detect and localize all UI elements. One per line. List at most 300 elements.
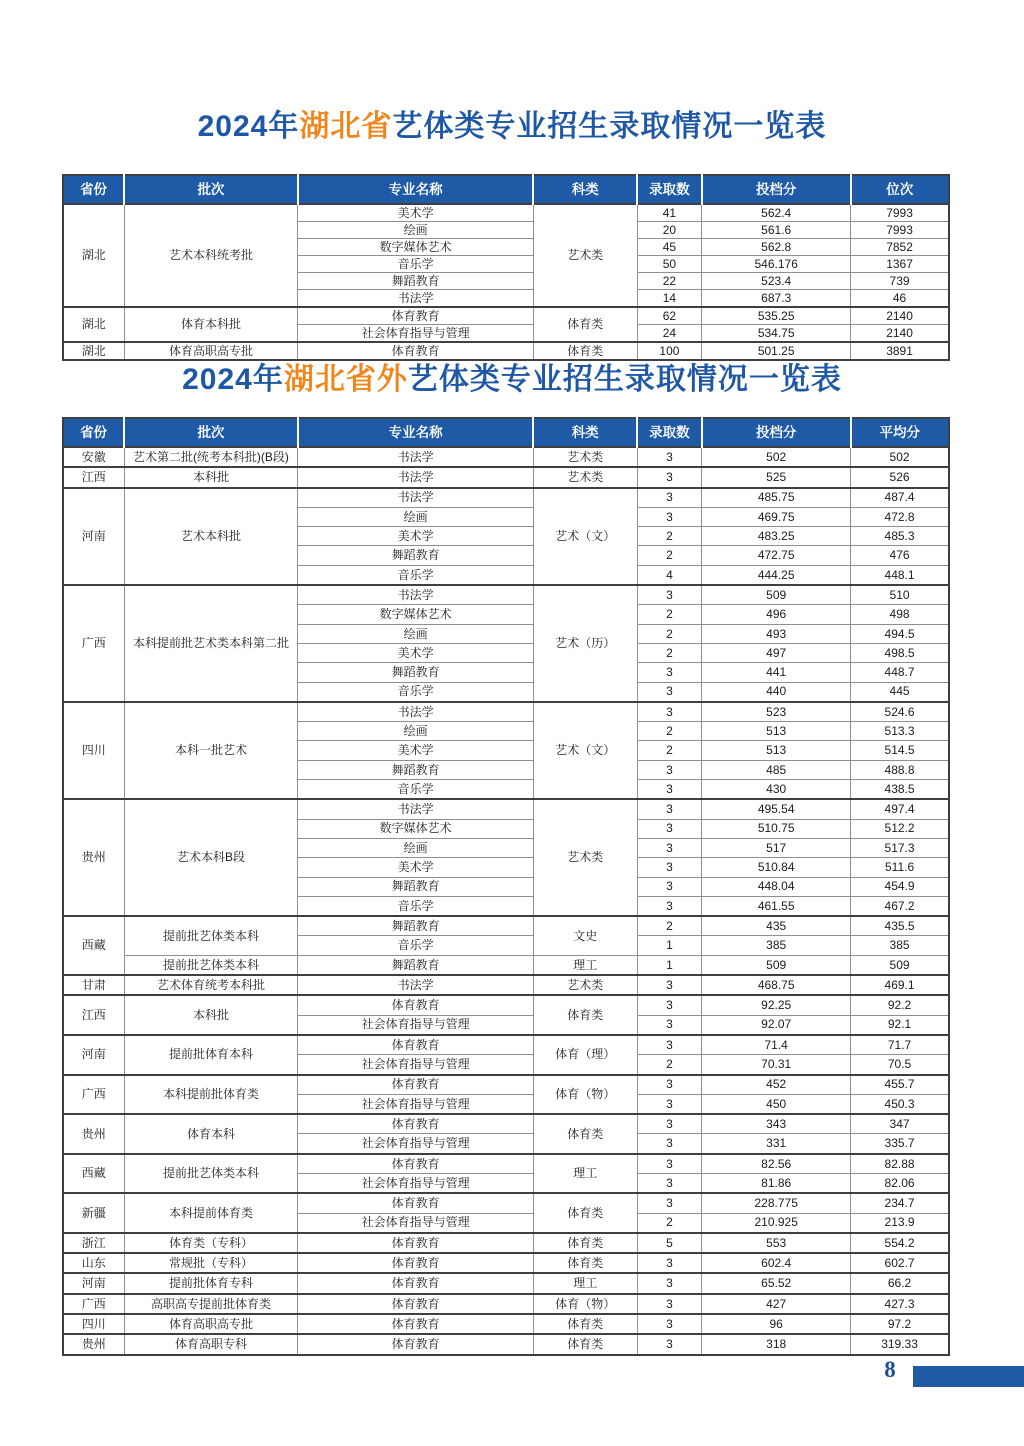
table-cell: 454.9 xyxy=(851,877,949,896)
table-cell: 347 xyxy=(851,1114,949,1134)
table-row xyxy=(63,585,949,605)
table-row xyxy=(63,307,949,325)
table-cell: 7993 xyxy=(851,204,949,222)
table-cell: 河南 xyxy=(63,1273,124,1293)
table-cell: 523 xyxy=(702,702,851,722)
table-cell: 体育类 xyxy=(533,1114,637,1154)
table-cell: 448.04 xyxy=(702,877,851,896)
table-cell: 体育教育 xyxy=(298,1253,534,1273)
table-cell: 体育高职高专批 xyxy=(124,1314,298,1334)
table-cell: 提前批艺体类本科 xyxy=(124,955,298,975)
table-cell: 四川 xyxy=(63,1314,124,1334)
table-cell: 艺术类 xyxy=(533,467,637,487)
page-title-outside-hubei xyxy=(0,363,1024,396)
table-cell: 舞蹈教育 xyxy=(298,760,534,779)
table-cell: 70.31 xyxy=(702,1055,851,1075)
table-cell: 体育类 xyxy=(533,342,637,360)
table-row xyxy=(63,1154,949,1174)
table-cell: 体育本科批 xyxy=(124,307,298,342)
table-cell: 554.2 xyxy=(851,1233,949,1253)
table-cell: 数字媒体艺术 xyxy=(298,605,534,624)
table-cell: 数字媒体艺术 xyxy=(298,819,534,838)
table-cell: 427 xyxy=(702,1294,851,1314)
table-cell: 526 xyxy=(851,467,949,487)
table-cell: 50 xyxy=(637,256,702,273)
table-cell: 3 xyxy=(637,1134,702,1154)
table-cell: 河南 xyxy=(63,488,124,585)
table-cell: 562.4 xyxy=(702,204,851,222)
table-row xyxy=(63,1334,949,1354)
table-cell: 提前批体育专科 xyxy=(124,1273,298,1293)
table-cell: 书法学 xyxy=(298,975,534,995)
table-row xyxy=(63,1075,949,1095)
table-cell: 书法学 xyxy=(298,702,534,722)
table-cell: 445 xyxy=(851,682,949,702)
table-cell: 舞蹈教育 xyxy=(298,955,534,975)
table-cell: 音乐学 xyxy=(298,780,534,800)
table-cell: 497.4 xyxy=(851,799,949,819)
table-cell: 艺术类 xyxy=(533,204,637,307)
table-cell: 本科提前批艺术类本科第二批 xyxy=(124,585,298,702)
table-cell: 社会体育指导与管理 xyxy=(298,325,534,343)
table-cell: 455.7 xyxy=(851,1075,949,1095)
table-cell: 510.75 xyxy=(702,819,851,838)
table-cell: 体育高职高专批 xyxy=(124,342,298,360)
table-cell: 510 xyxy=(851,585,949,605)
table-cell: 艺术本科B段 xyxy=(124,799,298,916)
table-cell: 509 xyxy=(702,955,851,975)
table-cell: 体育类 xyxy=(533,1314,637,1334)
table-cell: 体育类（专科） xyxy=(124,1233,298,1253)
admission-table-hubei-wrap xyxy=(62,174,950,361)
table-cell: 234.7 xyxy=(851,1193,949,1213)
table-cell: 音乐学 xyxy=(298,896,534,916)
table-cell: 3 xyxy=(637,1114,702,1134)
table-row xyxy=(63,1233,949,1253)
table-cell: 书法学 xyxy=(298,585,534,605)
title-prefix: 2024年 xyxy=(182,363,284,396)
table-cell: 广西 xyxy=(63,1294,124,1314)
table-cell: 81.86 xyxy=(702,1173,851,1193)
table-cell: 常规批（专科） xyxy=(124,1253,298,1273)
table-cell: 安徽 xyxy=(63,447,124,467)
table-cell: 498 xyxy=(851,605,949,624)
table-cell: 739 xyxy=(851,273,949,290)
table-cell: 3 xyxy=(637,447,702,467)
table-cell: 438.5 xyxy=(851,780,949,800)
table-cell: 本科批 xyxy=(124,467,298,487)
table-cell: 92.25 xyxy=(702,995,851,1015)
table-cell: 97.2 xyxy=(851,1314,949,1334)
table-cell: 3 xyxy=(637,760,702,779)
table-cell: 3 xyxy=(637,1035,702,1055)
table-cell: 提前批艺体类本科 xyxy=(124,916,298,955)
table-cell: 体育教育 xyxy=(298,1114,534,1134)
table-row xyxy=(63,1294,949,1314)
table-cell: 社会体育指导与管理 xyxy=(298,1015,534,1035)
table-cell: 65.52 xyxy=(702,1273,851,1293)
table-cell: 66.2 xyxy=(851,1273,949,1293)
table-cell: 音乐学 xyxy=(298,936,534,955)
column-header: 平均分 xyxy=(851,418,949,447)
table-cell: 体育教育 xyxy=(298,995,534,1015)
page-number: 8 xyxy=(884,1357,896,1382)
table-cell: 511.6 xyxy=(851,858,949,877)
table-cell: 213.9 xyxy=(851,1213,949,1233)
table-row xyxy=(63,1035,949,1055)
table-cell: 82.56 xyxy=(702,1154,851,1174)
table-cell: 343 xyxy=(702,1114,851,1134)
table-cell: 数字媒体艺术 xyxy=(298,239,534,256)
table-cell: 书法学 xyxy=(298,467,534,487)
table-cell: 498.5 xyxy=(851,643,949,662)
title-suffix: 艺体类专业招生录取情况一览表 xyxy=(392,110,827,143)
table-cell: 艺术（历） xyxy=(533,585,637,702)
table-cell: 602.7 xyxy=(851,1253,949,1273)
table-cell: 517 xyxy=(702,838,851,857)
table-cell: 41 xyxy=(637,204,702,222)
header-row xyxy=(63,175,949,204)
table-cell: 2 xyxy=(637,605,702,624)
table-cell: 517.3 xyxy=(851,838,949,857)
table-cell: 社会体育指导与管理 xyxy=(298,1055,534,1075)
table-cell: 468.75 xyxy=(702,975,851,995)
table-cell: 3 xyxy=(637,1334,702,1354)
table-cell: 湖北 xyxy=(63,204,124,307)
table-cell: 书法学 xyxy=(298,488,534,508)
table-cell: 3 xyxy=(637,995,702,1015)
table-cell: 体育高职专科 xyxy=(124,1334,298,1354)
table-cell: 舞蹈教育 xyxy=(298,877,534,896)
table-cell: 3 xyxy=(637,682,702,702)
table-cell: 2 xyxy=(637,1213,702,1233)
table-cell: 体育（理） xyxy=(533,1035,637,1075)
table-cell: 湖北 xyxy=(63,307,124,342)
table-cell: 体育教育 xyxy=(298,1193,534,1213)
table-cell: 430 xyxy=(702,780,851,800)
table-cell: 509 xyxy=(702,585,851,605)
table-cell: 河南 xyxy=(63,1035,124,1075)
table-row xyxy=(63,799,949,819)
table-cell: 3 xyxy=(637,1075,702,1095)
table-cell: 艺术类 xyxy=(533,975,637,995)
footer-bar xyxy=(913,1366,1024,1387)
table-cell: 绘画 xyxy=(298,838,534,857)
table-cell: 441 xyxy=(702,663,851,682)
table-cell: 546.176 xyxy=(702,256,851,273)
table-cell: 美术学 xyxy=(298,741,534,760)
table-row xyxy=(63,467,949,487)
table-cell: 502 xyxy=(851,447,949,467)
table-row xyxy=(63,1273,949,1293)
table-cell: 485.3 xyxy=(851,527,949,546)
table-cell: 335.7 xyxy=(851,1134,949,1154)
table-cell: 485.75 xyxy=(702,488,851,508)
table-cell: 体育（物） xyxy=(533,1075,637,1115)
table-cell: 美术学 xyxy=(298,204,534,222)
table-cell: 美术学 xyxy=(298,527,534,546)
table-cell: 497 xyxy=(702,643,851,662)
table-cell: 469.1 xyxy=(851,975,949,995)
table-cell: 485 xyxy=(702,760,851,779)
table-cell: 687.3 xyxy=(702,290,851,308)
table-cell: 495.54 xyxy=(702,799,851,819)
table-cell: 本科提前批体育类 xyxy=(124,1075,298,1115)
table-cell: 山东 xyxy=(63,1253,124,1273)
table-cell: 西藏 xyxy=(63,916,124,975)
table-cell: 提前批体育本科 xyxy=(124,1035,298,1075)
table-cell: 社会体育指导与管理 xyxy=(298,1173,534,1193)
column-header: 投档分 xyxy=(702,175,851,204)
table-cell: 450 xyxy=(702,1094,851,1114)
table-cell: 体育类 xyxy=(533,307,637,342)
table-cell: 487.4 xyxy=(851,488,949,508)
table-cell: 音乐学 xyxy=(298,682,534,702)
table-cell: 舞蹈教育 xyxy=(298,273,534,290)
table-cell: 3 xyxy=(637,1154,702,1174)
table-cell: 艺术（文） xyxy=(533,702,637,799)
table-cell: 493 xyxy=(702,624,851,643)
table-cell: 绘画 xyxy=(298,624,534,643)
table-cell: 3 xyxy=(637,467,702,487)
title-prefix: 2024年 xyxy=(197,110,300,143)
table-cell: 理工 xyxy=(533,1154,637,1194)
table-cell: 贵州 xyxy=(63,799,124,916)
table-cell: 45 xyxy=(637,239,702,256)
table-cell: 3 xyxy=(637,819,702,838)
table-cell: 513.3 xyxy=(851,722,949,741)
table-cell: 体育教育 xyxy=(298,1314,534,1334)
table-cell: 553 xyxy=(702,1233,851,1253)
table-cell: 艺术第二批(统考本科批)(B段) xyxy=(124,447,298,467)
table-cell: 561.6 xyxy=(702,222,851,239)
table-cell: 562.8 xyxy=(702,239,851,256)
table-cell: 523.4 xyxy=(702,273,851,290)
table-cell: 新疆 xyxy=(63,1193,124,1233)
table-cell: 文史 xyxy=(533,916,637,955)
table-cell: 江西 xyxy=(63,467,124,487)
header-row xyxy=(63,418,949,447)
table-cell: 舞蹈教育 xyxy=(298,916,534,936)
table-cell: 435.5 xyxy=(851,916,949,936)
table-cell: 82.88 xyxy=(851,1154,949,1174)
table-cell: 469.75 xyxy=(702,507,851,526)
table-cell: 450.3 xyxy=(851,1094,949,1114)
table-cell: 本科批 xyxy=(124,995,298,1035)
table-cell: 书法学 xyxy=(298,447,534,467)
table-cell: 高职高专提前批体育类 xyxy=(124,1294,298,1314)
table-cell: 20 xyxy=(637,222,702,239)
table-row xyxy=(63,975,949,995)
table-cell: 513 xyxy=(702,722,851,741)
table-cell: 96 xyxy=(702,1314,851,1334)
table-cell: 3 xyxy=(637,1294,702,1314)
table-cell: 2 xyxy=(637,546,702,565)
table-cell: 3 xyxy=(637,585,702,605)
table-cell: 体育类 xyxy=(533,1233,637,1253)
table-cell: 艺术类 xyxy=(533,447,637,467)
table-cell: 甘肃 xyxy=(63,975,124,995)
column-header: 省份 xyxy=(63,175,124,204)
table-cell: 3891 xyxy=(851,342,949,360)
table-cell: 602.4 xyxy=(702,1253,851,1273)
table-cell: 3 xyxy=(637,1314,702,1334)
table-cell: 82.06 xyxy=(851,1173,949,1193)
table-cell: 音乐学 xyxy=(298,565,534,585)
table-cell: 四川 xyxy=(63,702,124,799)
table-cell: 514.5 xyxy=(851,741,949,760)
table-cell: 385 xyxy=(702,936,851,955)
table-row xyxy=(63,955,949,975)
table-cell: 艺术本科统考批 xyxy=(124,204,298,307)
table-cell: 3 xyxy=(637,702,702,722)
table-cell: 3 xyxy=(637,877,702,896)
table-cell: 2 xyxy=(637,916,702,936)
table-cell: 本科一批艺术 xyxy=(124,702,298,799)
table-row xyxy=(63,916,949,936)
table-cell: 2140 xyxy=(851,325,949,343)
table-cell: 3 xyxy=(637,858,702,877)
table-cell: 本科提前体育类 xyxy=(124,1193,298,1233)
column-header: 位次 xyxy=(851,175,949,204)
table-cell: 3 xyxy=(637,838,702,857)
admission-table-hubei xyxy=(62,174,950,361)
table-cell: 385 xyxy=(851,936,949,955)
table-cell: 476 xyxy=(851,546,949,565)
table-row xyxy=(63,702,949,722)
title-suffix: 艺体类专业招生录取情况一览表 xyxy=(407,363,842,396)
table-cell: 448.7 xyxy=(851,663,949,682)
table-cell: 62 xyxy=(637,307,702,325)
table-cell: 3 xyxy=(637,975,702,995)
table-cell: 2140 xyxy=(851,307,949,325)
table-cell: 535.25 xyxy=(702,307,851,325)
table-cell: 46 xyxy=(851,290,949,308)
table-cell: 510.84 xyxy=(702,858,851,877)
column-header: 录取数 xyxy=(637,175,702,204)
table-cell: 1 xyxy=(637,936,702,955)
table-cell: 舞蹈教育 xyxy=(298,663,534,682)
table-cell: 512.2 xyxy=(851,819,949,838)
table-cell: 494.5 xyxy=(851,624,949,643)
table-cell: 524.6 xyxy=(851,702,949,722)
table-cell: 496 xyxy=(702,605,851,624)
column-header: 批次 xyxy=(124,418,298,447)
table-cell: 绘画 xyxy=(298,222,534,239)
table-cell: 71.4 xyxy=(702,1035,851,1055)
column-header: 投档分 xyxy=(702,418,851,447)
column-header: 专业名称 xyxy=(298,175,534,204)
table-cell: 社会体育指导与管理 xyxy=(298,1094,534,1114)
column-header: 专业名称 xyxy=(298,418,534,447)
table-cell: 3 xyxy=(637,896,702,916)
table-cell: 体育教育 xyxy=(298,1273,534,1293)
table-row xyxy=(63,342,949,360)
admission-table-outside-hubei xyxy=(62,417,950,1356)
table-row xyxy=(63,1193,949,1213)
table-cell: 513 xyxy=(702,741,851,760)
table-cell: 2 xyxy=(637,741,702,760)
table-cell: 书法学 xyxy=(298,799,534,819)
table-row xyxy=(63,995,949,1015)
column-header: 科类 xyxy=(533,175,637,204)
table-cell: 理工 xyxy=(533,1273,637,1293)
table-cell: 体育类 xyxy=(533,995,637,1035)
table-row xyxy=(63,204,949,222)
table-cell: 体育教育 xyxy=(298,307,534,325)
table-cell: 509 xyxy=(851,955,949,975)
table-cell: 435 xyxy=(702,916,851,936)
table-cell: 3 xyxy=(637,1273,702,1293)
table-cell: 社会体育指导与管理 xyxy=(298,1213,534,1233)
table-cell: 舞蹈教育 xyxy=(298,546,534,565)
table-cell: 2 xyxy=(637,722,702,741)
table-cell: 2 xyxy=(637,624,702,643)
table-cell: 3 xyxy=(637,1253,702,1273)
table-cell: 7993 xyxy=(851,222,949,239)
table-cell: 3 xyxy=(637,1193,702,1213)
table-cell: 3 xyxy=(637,488,702,508)
table-cell: 1367 xyxy=(851,256,949,273)
table-cell: 西藏 xyxy=(63,1154,124,1194)
title-highlight: 湖北省外 xyxy=(283,363,408,396)
table-row xyxy=(63,447,949,467)
table-cell: 社会体育指导与管理 xyxy=(298,1134,534,1154)
table-cell: 绘画 xyxy=(298,722,534,741)
table-cell: 318 xyxy=(702,1334,851,1354)
table-cell: 331 xyxy=(702,1134,851,1154)
table-cell: 534.75 xyxy=(702,325,851,343)
table-cell: 70.5 xyxy=(851,1055,949,1075)
table-cell: 理工 xyxy=(533,955,637,975)
table-cell: 452 xyxy=(702,1075,851,1095)
title-highlight: 湖北省 xyxy=(299,110,393,143)
table-cell: 体育教育 xyxy=(298,1334,534,1354)
table-cell: 书法学 xyxy=(298,290,534,308)
table-cell: 448.1 xyxy=(851,565,949,585)
table-cell: 体育类 xyxy=(533,1193,637,1233)
table-row xyxy=(63,1314,949,1334)
table-cell: 228.775 xyxy=(702,1193,851,1213)
table-cell: 艺术本科批 xyxy=(124,488,298,585)
table-cell: 美术学 xyxy=(298,858,534,877)
column-header: 录取数 xyxy=(637,418,702,447)
table-cell: 体育类 xyxy=(533,1334,637,1354)
column-header: 批次 xyxy=(124,175,298,204)
table-cell: 绘画 xyxy=(298,507,534,526)
table-cell: 22 xyxy=(637,273,702,290)
table-cell: 210.925 xyxy=(702,1213,851,1233)
table-cell: 501.25 xyxy=(702,342,851,360)
table-cell: 24 xyxy=(637,325,702,343)
table-cell: 提前批艺体类本科 xyxy=(124,1154,298,1194)
table-cell: 92.1 xyxy=(851,1015,949,1035)
table-row xyxy=(63,1114,949,1134)
table-cell: 美术学 xyxy=(298,643,534,662)
table-cell: 472.8 xyxy=(851,507,949,526)
table-cell: 浙江 xyxy=(63,1233,124,1253)
table-cell: 4 xyxy=(637,565,702,585)
table-cell: 体育教育 xyxy=(298,1075,534,1095)
table-cell: 体育教育 xyxy=(298,1233,534,1253)
table-cell: 艺术类 xyxy=(533,799,637,916)
table-cell: 体育（物） xyxy=(533,1294,637,1314)
table-cell: 427.3 xyxy=(851,1294,949,1314)
table-cell: 1 xyxy=(637,955,702,975)
table-cell: 3 xyxy=(637,1015,702,1035)
table-cell: 444.25 xyxy=(702,565,851,585)
table-cell: 广西 xyxy=(63,585,124,702)
